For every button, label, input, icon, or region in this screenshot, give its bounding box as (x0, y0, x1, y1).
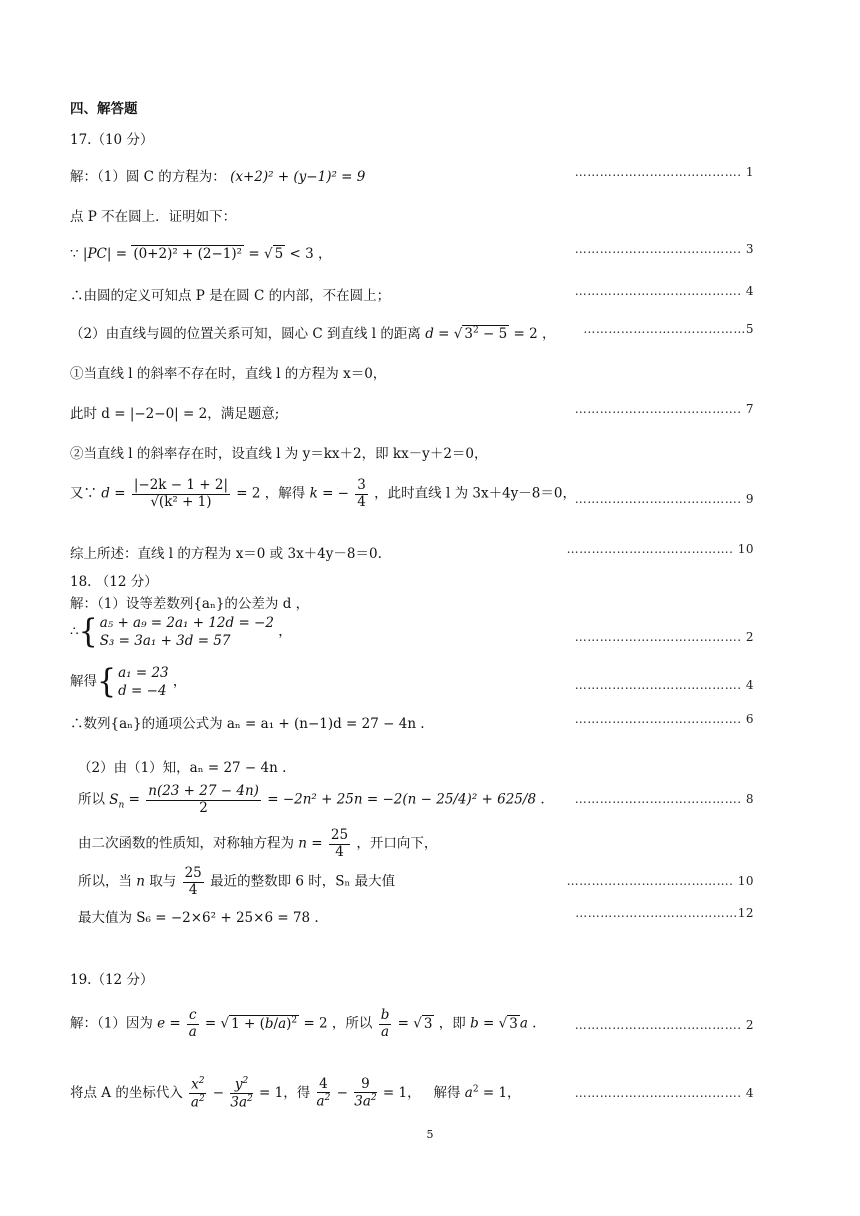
q18-step5: 所以 $S_n$ = $\frac{n(23 + 27 - 4n)}{2}$ = −2n² + 25n = −2(n − 25/4)² + 625/8 . (78, 783, 545, 816)
score-marker: …………………………………. 4 (574, 1086, 754, 1100)
q18-step8: 最大值为 S₆ = −2×6² + 25×6 = 78 . (78, 910, 319, 926)
score-marker: …………………………………. 9 (574, 492, 754, 506)
score-marker: …………………………………. 6 (574, 712, 754, 726)
q17-step1: 解：（1）圆 C 的方程为： (x+2)² + (y−1)² = 9 (70, 169, 366, 185)
q17-step9: 又∵ d = $\frac{|-2k - 1 + 2|}{\text{√(k² + 1)}}$ = 2 ，解得 k = − $\frac{3}{4}$ ，此时直线 l 为 3x＋4y－8＝0， (70, 477, 576, 510)
q18-header: 18. （12 分） (70, 574, 158, 590)
score-marker: …………………………………. 2 (574, 630, 754, 644)
score-marker: …………………………………. 2 (574, 1018, 754, 1032)
q17-step4: ∴由圆的定义可知点 P 是在圆 C 的内部，不在圆上； (70, 288, 391, 304)
score-marker: …………………………………. 10 (566, 874, 754, 888)
q18-step6: 由二次函数的性质知，对称轴方程为 n = $\frac{25}{4}$ ，开口向下， (78, 827, 438, 860)
q18-system2: 解得{ a₁ = 23 d = −4 ， (70, 662, 187, 701)
section-title: 四、解答题 (70, 101, 138, 117)
score-marker: …………………………………12 (575, 906, 754, 920)
q17-step8: ②当直线 l 的斜率存在时，设直线 l 为 y＝kx＋2，即 kx－y＋2＝0， (70, 446, 488, 462)
q17-step7: 此时 d = |−2−0| = 2，满足题意; (70, 406, 280, 422)
score-marker: …………………………………. 1 (574, 165, 754, 179)
score-marker: …………………………………. 4 (574, 284, 754, 298)
score-marker: …………………………………5 (583, 322, 754, 336)
q19-header: 19.（12 分） (70, 972, 154, 988)
q17-summary: 综上所述：直线 l 的方程为 x＝0 或 3x＋4y－8＝0. (70, 546, 382, 562)
score-marker: …………………………………. 10 (566, 542, 754, 556)
q18-step3: ∴数列{aₙ}的通项公式为 aₙ = a₁ + (n−1)d = 27 − 4n . (70, 716, 425, 732)
q17-step3: ∵ |PC| = (0+2)² + (2−1)² = √ 5 < 3 ， (70, 246, 332, 262)
q17-step2: 点 P 不在圆上．证明如下： (70, 209, 237, 225)
q19-step1: 解：（1）因为 e = $\frac{c}{a}$ = √ $1 + (b/a)^2 = 2$ ，所以 $\frac{b}{a}$ = √ 3 ，即 b = √ 3 a . (70, 1007, 537, 1040)
q19-step2: 将点 A 的坐标代入 $\frac{x^2}{a^2}$ − $\frac{y^2}{3a^2}$ = 1，得 $\frac{4}{a^2}$ − $\frac{9}{3a^2}$ = 1， 解得 $a^2 = 1$， (70, 1075, 521, 1111)
q17-header: 17.（10 分） (70, 132, 154, 148)
page-number: 5 (426, 1128, 434, 1141)
score-marker: …………………………………. 8 (574, 792, 754, 806)
q18-step4: （2）由（1）知，aₙ = 27 − 4n . (78, 760, 287, 776)
score-marker: …………………………………. 4 (574, 678, 754, 692)
q18-step7: 所以，当 n 取与 $\frac{25}{4}$ 最近的整数即 6 时，Sₙ 最大值 (78, 865, 396, 898)
q18-system1: ∴{ a₅ + a₉ = 2a₁ + 12d = −2 S₃ = 3a₁ + 3d = 57 ， (70, 612, 292, 651)
score-marker: …………………………………. 3 (574, 242, 754, 256)
score-marker: …………………………………. 7 (574, 402, 754, 416)
q17-step5: （2）由直线与圆的位置关系可知，圆心 C 到直线 l 的距离 d = √ $3^2 - 5 = 2$ ， (70, 325, 556, 342)
q17-step6: ①当直线 l 的斜率不存在时，直线 l 的方程为 x＝0， (70, 366, 387, 382)
q18-step1: 解：（1）设等差数列{aₙ}的公差为 d ， (70, 596, 310, 612)
